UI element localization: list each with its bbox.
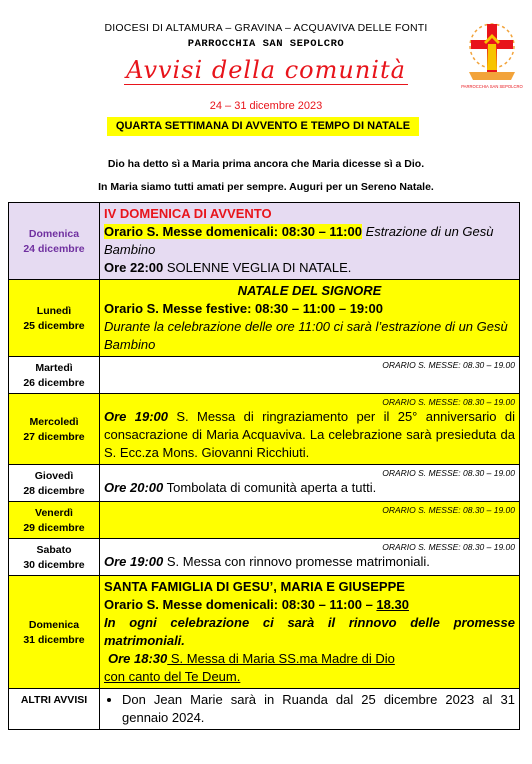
notice-list <box>104 691 515 727</box>
event-time: Ore 20:00 <box>104 480 164 495</box>
event-time: Ore 19:00 <box>104 409 169 424</box>
table-row <box>9 394 520 465</box>
event-text: SOLENNE VEGLIA DI NATALE. <box>163 260 352 275</box>
day-cell: Giovedì 28 dicembre <box>9 465 100 502</box>
event-time: Ore 19:00 <box>104 554 164 569</box>
page-title: Avvisi della comunità <box>126 56 406 84</box>
mass-times: Orario S. Messe domenicali: 08:30 – 11:00 – <box>104 597 377 612</box>
event-cell <box>100 203 520 280</box>
table-row <box>9 576 520 689</box>
event-cell <box>100 539 520 576</box>
mass-times: ORARIO S. MESSE: 08.30 – 19.00 <box>382 397 515 407</box>
list-item: • Don Jean Marie sarà in Ruanda dal 25 dicembre 2023 al 31 gennaio 2024. <box>122 691 515 727</box>
table-row <box>9 203 520 280</box>
quote-line-2: In Maria siamo tutti amati per sempre. Auguri per un Sereno Natale. <box>98 181 434 193</box>
table-row <box>9 539 520 576</box>
event-time: Ore 22:00 <box>104 260 164 275</box>
svg-text:PARROCCHIA SAN SEPOLCRO: PARROCCHIA SAN SEPOLCRO <box>461 84 523 89</box>
mass-times: Orario S. Messe festive: 08:30 – 11:00 – 19:00 <box>104 301 383 316</box>
event-note: Estrazione di un Gesù Bambino <box>104 224 494 257</box>
event-title: SANTA FAMIGLIA DI GESU’, MARIA E GIUSEPPE <box>104 579 405 594</box>
week-banner: QUARTA SETTIMANA DI AVVENTO E TEMPO DI NATALE <box>107 117 419 136</box>
table-row <box>9 465 520 502</box>
parish-logo-icon <box>457 20 527 100</box>
event-text: S. Messa di ringraziamento per il 25° anniversario di consacrazione di Maria Acquaviva. La celebrazione sarà presieduta da S. Ecc.za Mons. Giovanni Ricchiuti. <box>104 409 516 460</box>
event-time: Ore 18:30 <box>108 651 168 666</box>
table-row <box>9 502 520 539</box>
date-range: 24 – 31 dicembre 2023 <box>209 100 323 112</box>
event-cell <box>100 576 520 689</box>
event-cell <box>100 502 520 539</box>
mass-times: ORARIO S. MESSE: 08.30 – 19.00 <box>382 360 515 370</box>
table-row <box>9 280 520 357</box>
mass-times: ORARIO S. MESSE: 08.30 – 19.00 <box>382 468 515 478</box>
diocese-header: DIOCESI DI ALTAMURA – GRAVINA – ACQUAVIVA DELLE FONTI <box>104 22 428 34</box>
event-cell <box>100 465 520 502</box>
mass-times: ORARIO S. MESSE: 08.30 – 19.00 <box>382 542 515 552</box>
event-text: S. Messa con rinnovo promesse matrimoniali. <box>163 554 430 569</box>
event-text-cont: con canto del Te Deum. <box>104 669 241 684</box>
day-cell: Venerdì 29 dicembre <box>9 502 100 539</box>
event-note: In ogni celebrazione ci sarà il rinnovo delle promesse matrimoniali. <box>104 615 515 648</box>
mass-times: Orario S. Messe domenicali: 08:30 – 11:00 <box>104 224 362 239</box>
day-cell: Martedì 26 dicembre <box>9 357 100 394</box>
weekly-schedule-table <box>8 202 520 730</box>
day-cell: Lunedì 25 dicembre <box>9 280 100 357</box>
event-text: S. Messa di Maria SS.ma Madre di Dio <box>167 651 395 666</box>
event-cell <box>100 394 520 465</box>
day-cell: Domenica 31 dicembre <box>9 576 100 689</box>
day-cell: Mercoledì 27 dicembre <box>9 394 100 465</box>
altri-avvisi-label: ALTRI AVVISI <box>9 689 100 730</box>
table-row <box>9 357 520 394</box>
table-row <box>9 689 520 730</box>
mass-times: ORARIO S. MESSE: 08.30 – 19.00 <box>382 505 515 515</box>
event-text: Tombolata di comunità aperta a tutti. <box>163 480 377 495</box>
day-cell: Sabato 30 dicembre <box>9 539 100 576</box>
parish-header: PARROCCHIA SAN SEPOLCRO <box>187 38 345 50</box>
event-note: Durante la celebrazione delle ore 11:00 ci sarà l’estrazione di un Gesù Bambino <box>104 319 508 352</box>
event-cell <box>100 357 520 394</box>
event-title: IV DOMENICA DI AVVENTO <box>104 206 272 221</box>
mass-time-last: 18.30 <box>376 597 409 612</box>
event-title: NATALE DEL SIGNORE <box>237 283 382 298</box>
quote-line-1: Dio ha detto sì a Maria prima ancora che Maria dicesse sì a Dio. <box>107 158 425 170</box>
event-cell <box>100 280 520 357</box>
day-cell: Domenica 24 dicembre <box>9 203 100 280</box>
event-cell <box>100 689 520 730</box>
